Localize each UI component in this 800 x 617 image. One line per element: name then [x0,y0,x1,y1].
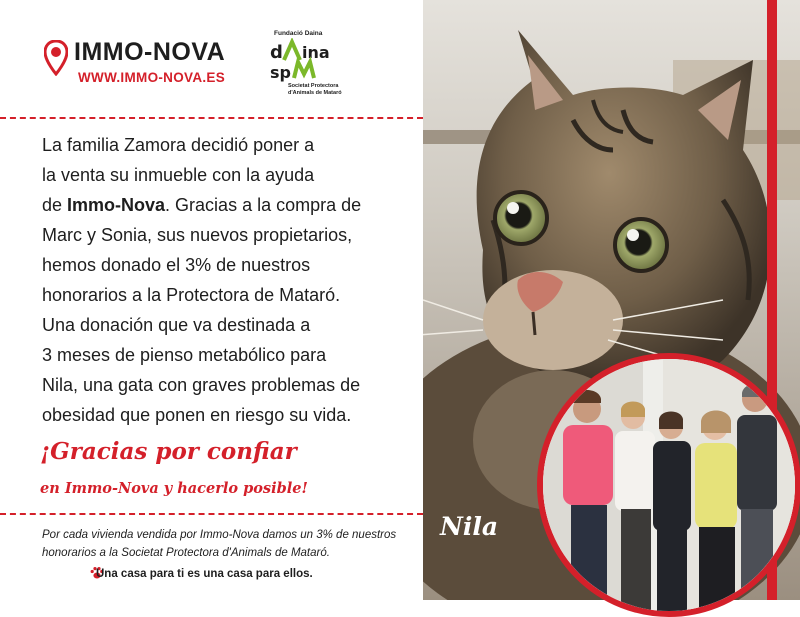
story-intro: La familia Zamora decidió poner a la venta su inmueble con la ayuda de [42,135,315,215]
svg-text:ina: ina [302,43,330,62]
top-dashed-divider [0,117,423,119]
brand-name: IMMO-NOVA [74,38,226,66]
donation-note: Por cada vivienda vendida por Immo-Nova damos un 3% de nuestros honorarios a la Societat Protectora d'Animals de Mataró. [42,529,397,559]
daina-spam-logo-icon [268,38,348,84]
location-pin-icon [44,40,68,76]
people-illustration [543,359,795,611]
foundation-title: Fundació Daina [274,30,323,37]
slogan: Una casa para ti es una casa para ellos. [96,568,313,580]
svg-text:d: d [270,42,283,63]
foundation-subtitle: Societat Protectora d'Animals de Mataró [288,83,342,96]
svg-text:sp: sp [270,63,291,82]
story-rest: . Gracias a la compra de Marc y Sonia, sus nuevos propietarios, hemos donado el 3% de nuestros honorarios a la Protectora de Mataró. Una donación que va destinada a 3 meses de pienso metabólico para Nila, una gata con graves problemas de obesidad que ponen en riesgo su vida. [42,195,362,425]
cat-name-caption: Nila [440,512,499,541]
daina-foundation-logo [268,30,348,100]
story-brand: Immo-Nova [67,195,166,215]
immo-nova-logo[interactable] [44,38,244,88]
brand-url[interactable]: WWW.IMMO-NOVA.ES [78,70,226,85]
thanks-subline: en Immo-Nova y hacerlo posible! [40,480,308,497]
bottom-dashed-divider [0,513,423,515]
thanks-headline: ¡Gracias por confiar [40,438,297,465]
group-photo [537,353,800,617]
story-paragraph [42,130,417,430]
